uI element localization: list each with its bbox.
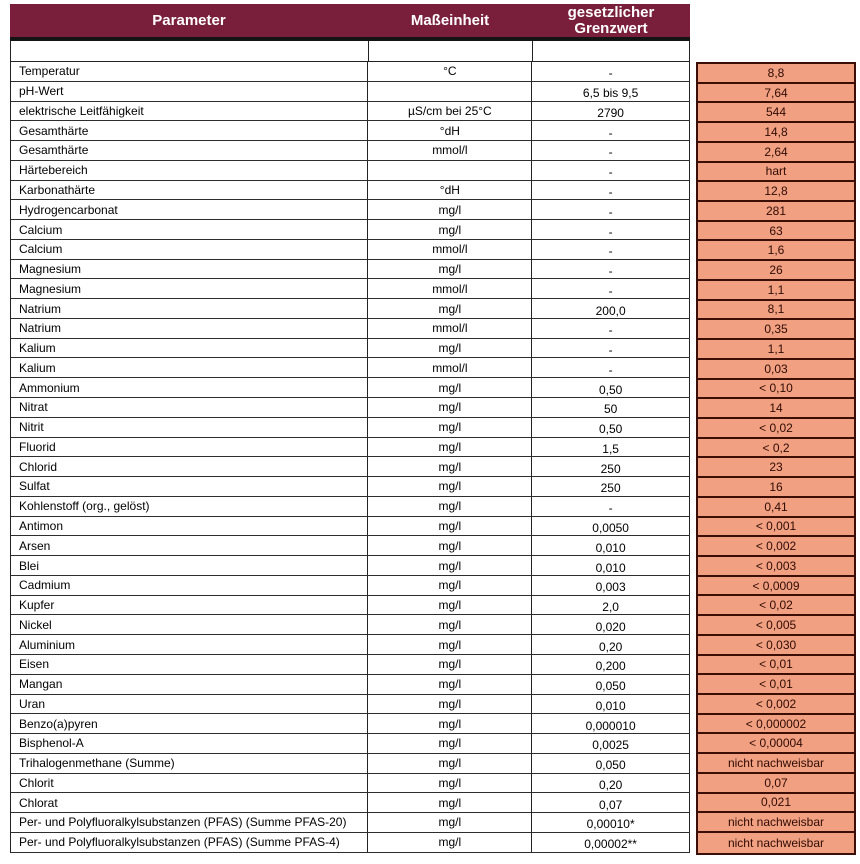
table-row [11,299,690,319]
measured-value-cell: < 0,005 [698,616,854,636]
unit-cell: mg/l [368,536,532,555]
unit-cell: mg/l [368,517,532,536]
measured-value-cell: 23 [698,458,854,478]
table-row [11,141,690,161]
table-row [11,655,690,675]
table-row [11,536,690,556]
unit-cell: °dH [368,121,532,140]
table-row [11,754,690,774]
water-analysis-table [10,4,690,853]
column-header-parameter: Parameter [152,11,226,29]
unit-cell: mg/l [368,497,532,516]
unit-cell: °C [368,62,532,81]
parameter-cell: Cadmium [11,576,368,595]
legal-limit-cell: 0,200 [532,655,690,674]
legal-limit-cell: - [532,240,690,259]
unit-cell: mg/l [368,477,532,496]
legal-limit-cell: 1,5 [532,438,690,457]
parameter-cell: Sulfat [11,477,368,496]
table-row [11,675,690,695]
table-row [11,358,690,378]
measured-value-cell: < 0,030 [698,636,854,656]
parameter-cell: Arsen [11,536,368,555]
parameter-cell: pH-Wert [11,82,368,101]
unit-cell: mg/l [368,438,532,457]
measured-value-cell: 0,35 [698,320,854,340]
legal-limit-cell: - [532,141,690,160]
legal-limit-cell: 0,020 [532,615,690,634]
legal-limit-cell: 0,0025 [532,734,690,753]
legal-limit-cell: - [532,181,690,200]
measured-value-cell: 1,1 [698,340,854,360]
parameter-cell: Härtebereich [11,161,368,180]
unit-cell: mmol/l [368,141,532,160]
legal-limit-cell: 0,50 [532,378,690,397]
measured-value-cell: < 0,01 [698,675,854,695]
legal-limit-cell: - [532,497,690,516]
unit-cell [368,161,532,180]
parameter-cell: Eisen [11,655,368,674]
legal-limit-cell: 0,000010 [532,714,690,733]
unit-cell: mg/l [368,615,532,634]
parameter-cell: Temperatur [11,62,368,81]
parameter-cell: Benzo(a)pyren [11,714,368,733]
table-row [11,240,690,260]
table-row [11,200,690,220]
table-row [11,457,690,477]
table-row [11,62,690,82]
spacer-cell [369,41,533,61]
table-row [11,576,690,596]
legal-limit-cell: 2,0 [532,596,690,615]
parameter-cell: Calcium [11,220,368,239]
legal-limit-cell: 0,010 [532,536,690,555]
unit-cell: mg/l [368,378,532,397]
legal-limit-cell: - [532,62,690,81]
parameter-cell: Mangan [11,675,368,694]
parameter-cell: Kupfer [11,596,368,615]
measured-value-cell: < 0,10 [698,380,854,400]
measured-value-cell: 7,64 [698,84,854,104]
legal-limit-cell: 0,50 [532,418,690,437]
table-row [11,102,690,122]
measured-value-cell: 12,8 [698,182,854,202]
parameter-cell: Nitrat [11,398,368,417]
unit-cell: mg/l [368,833,532,852]
measured-value-cell: < 0,2 [698,439,854,459]
legal-limit-cell: 0,20 [532,774,690,793]
measured-value-cell: < 0,02 [698,596,854,616]
unit-cell: mg/l [368,675,532,694]
measured-value-cell: < 0,001 [698,518,854,538]
measured-value-cell: nicht nachweisbar [698,833,854,853]
legal-limit-cell: - [532,161,690,180]
unit-cell: mg/l [368,220,532,239]
legal-limit-cell: 0,07 [532,793,690,812]
legal-limit-cell: 250 [532,477,690,496]
parameter-cell: Magnesium [11,260,368,279]
parameter-cell: Antimon [11,517,368,536]
parameter-cell: Kalium [11,358,368,377]
measured-value-cell: 0,07 [698,774,854,794]
table-row [11,260,690,280]
table-row [11,813,690,833]
legal-limit-cell: 200,0 [532,299,690,318]
table-row [11,438,690,458]
measured-value-cell: 16 [698,478,854,498]
table-body [10,62,690,853]
parameter-cell: Uran [11,695,368,714]
measured-value-cell: < 0,00004 [698,734,854,754]
legal-limit-cell: - [532,339,690,358]
table-row [11,181,690,201]
measured-value-cell: 0,03 [698,360,854,380]
parameter-cell: Kohlenstoff (org., gelöst) [11,497,368,516]
measured-value-cell: 281 [698,202,854,222]
legal-limit-cell: 2790 [532,102,690,121]
measured-value-cell: < 0,002 [698,537,854,557]
table-row [11,615,690,635]
table-row [11,556,690,576]
unit-cell: mg/l [368,813,532,832]
legal-limit-cell: 6,5 bis 9,5 [532,82,690,101]
unit-cell: mg/l [368,635,532,654]
parameter-cell: Per- und Polyfluoralkylsubstanzen (PFAS) (Summe PFAS-20) [11,813,368,832]
parameter-cell: Gesamthärte [11,121,368,140]
table-row [11,517,690,537]
unit-cell: mg/l [368,260,532,279]
table-row [11,339,690,359]
parameter-cell: Chlorat [11,793,368,812]
measured-value-cell: 0,021 [698,794,854,814]
table-row [11,121,690,141]
unit-cell: mg/l [368,299,532,318]
legal-limit-cell: - [532,319,690,338]
unit-cell: mg/l [368,576,532,595]
unit-cell: mg/l [368,556,532,575]
measured-value-cell: 1,1 [698,281,854,301]
column-header-unit: Maßeinheit [410,11,490,29]
unit-cell: mmol/l [368,358,532,377]
table-row [11,398,690,418]
unit-cell: µS/cm bei 25°C [368,102,532,121]
unit-cell: mg/l [368,398,532,417]
measured-value-cell: < 0,0009 [698,577,854,597]
parameter-cell: Kalium [11,339,368,358]
legal-limit-cell: - [532,121,690,140]
legal-limit-cell: 0,20 [532,635,690,654]
legal-limit-cell: - [532,358,690,377]
unit-cell: mg/l [368,655,532,674]
parameter-cell: elektrische Leitfähigkeit [11,102,368,121]
table-row [11,596,690,616]
table-row [11,497,690,517]
measured-value-cell: < 0,02 [698,419,854,439]
measured-value-cell: 8,1 [698,301,854,321]
table-row [11,477,690,497]
legal-limit-cell: 50 [532,398,690,417]
unit-cell: mg/l [368,774,532,793]
spacer-cell [533,41,689,61]
parameter-cell: Gesamthärte [11,141,368,160]
unit-cell: mmol/l [368,240,532,259]
table-row [11,161,690,181]
parameter-cell: Magnesium [11,279,368,298]
parameter-cell: Chlorid [11,457,368,476]
parameter-cell: Aluminium [11,635,368,654]
legal-limit-cell: 0,0050 [532,517,690,536]
table-row [11,635,690,655]
unit-cell: °dH [368,181,532,200]
table-row [11,734,690,754]
parameter-cell: Hydrogencarbonat [11,200,368,219]
unit-cell: mg/l [368,714,532,733]
parameter-cell: Chlorit [11,774,368,793]
unit-cell: mmol/l [368,319,532,338]
spacer-row [10,41,690,62]
measured-value-cell: < 0,01 [698,656,854,676]
parameter-cell: Natrium [11,319,368,338]
measured-value-cell: 8,8 [698,64,854,84]
parameter-cell: Nitrit [11,418,368,437]
unit-cell: mg/l [368,457,532,476]
unit-cell: mg/l [368,339,532,358]
unit-cell: mg/l [368,695,532,714]
table-row [11,279,690,299]
unit-cell: mg/l [368,754,532,773]
measured-value-cell: 26 [698,261,854,281]
parameter-cell: Per- und Polyfluoralkylsubstanzen (PFAS) (Summe PFAS-4) [11,833,368,852]
table-header-row [10,4,690,41]
legal-limit-cell: 0,00002** [532,833,690,852]
legal-limit-cell: 0,003 [532,576,690,595]
parameter-cell: Fluorid [11,438,368,457]
parameter-cell: Natrium [11,299,368,318]
measured-values-column [696,62,856,855]
legal-limit-cell: 0,050 [532,675,690,694]
column-header-legal-limit: gesetzlicher Grenzwert [567,3,655,37]
unit-cell [368,82,532,101]
unit-cell: mg/l [368,418,532,437]
table-row [11,319,690,339]
legal-limit-cell: 0,00010* [532,813,690,832]
legal-limit-cell: - [532,220,690,239]
measured-value-cell: 63 [698,222,854,242]
measured-value-cell: 14 [698,399,854,419]
parameter-cell: Bisphenol-A [11,734,368,753]
measured-value-cell: 544 [698,103,854,123]
parameter-cell: Nickel [11,615,368,634]
table-row [11,695,690,715]
table-row [11,793,690,813]
unit-cell: mg/l [368,596,532,615]
parameter-cell: Blei [11,556,368,575]
measured-value-cell: < 0,003 [698,557,854,577]
legal-limit-cell: - [532,200,690,219]
unit-cell: mmol/l [368,279,532,298]
legal-limit-cell: 250 [532,457,690,476]
measured-value-cell: 0,41 [698,498,854,518]
measured-value-cell: < 0,000002 [698,715,854,735]
table-row [11,418,690,438]
measured-value-cell: 1,6 [698,241,854,261]
table-row [11,714,690,734]
table-row [11,833,690,853]
measured-value-cell: < 0,002 [698,695,854,715]
legal-limit-cell: - [532,260,690,279]
spacer-cell [11,41,369,61]
legal-limit-cell: 0,010 [532,556,690,575]
measured-value-cell: nicht nachweisbar [698,754,854,774]
table-row [11,82,690,102]
unit-cell: mg/l [368,734,532,753]
unit-cell: mg/l [368,793,532,812]
measured-value-cell: 2,64 [698,143,854,163]
measured-value-cell: hart [698,163,854,183]
table-row [11,774,690,794]
unit-cell: mg/l [368,200,532,219]
legal-limit-cell: 0,050 [532,754,690,773]
measured-value-cell: 14,8 [698,123,854,143]
legal-limit-cell: 0,010 [532,695,690,714]
parameter-cell: Ammonium [11,378,368,397]
parameter-cell: Karbonathärte [11,181,368,200]
measured-value-cell: nicht nachweisbar [698,813,854,833]
parameter-cell: Trihalogenmethane (Summe) [11,754,368,773]
parameter-cell: Calcium [11,240,368,259]
table-row [11,220,690,240]
table-row [11,378,690,398]
legal-limit-cell: - [532,279,690,298]
